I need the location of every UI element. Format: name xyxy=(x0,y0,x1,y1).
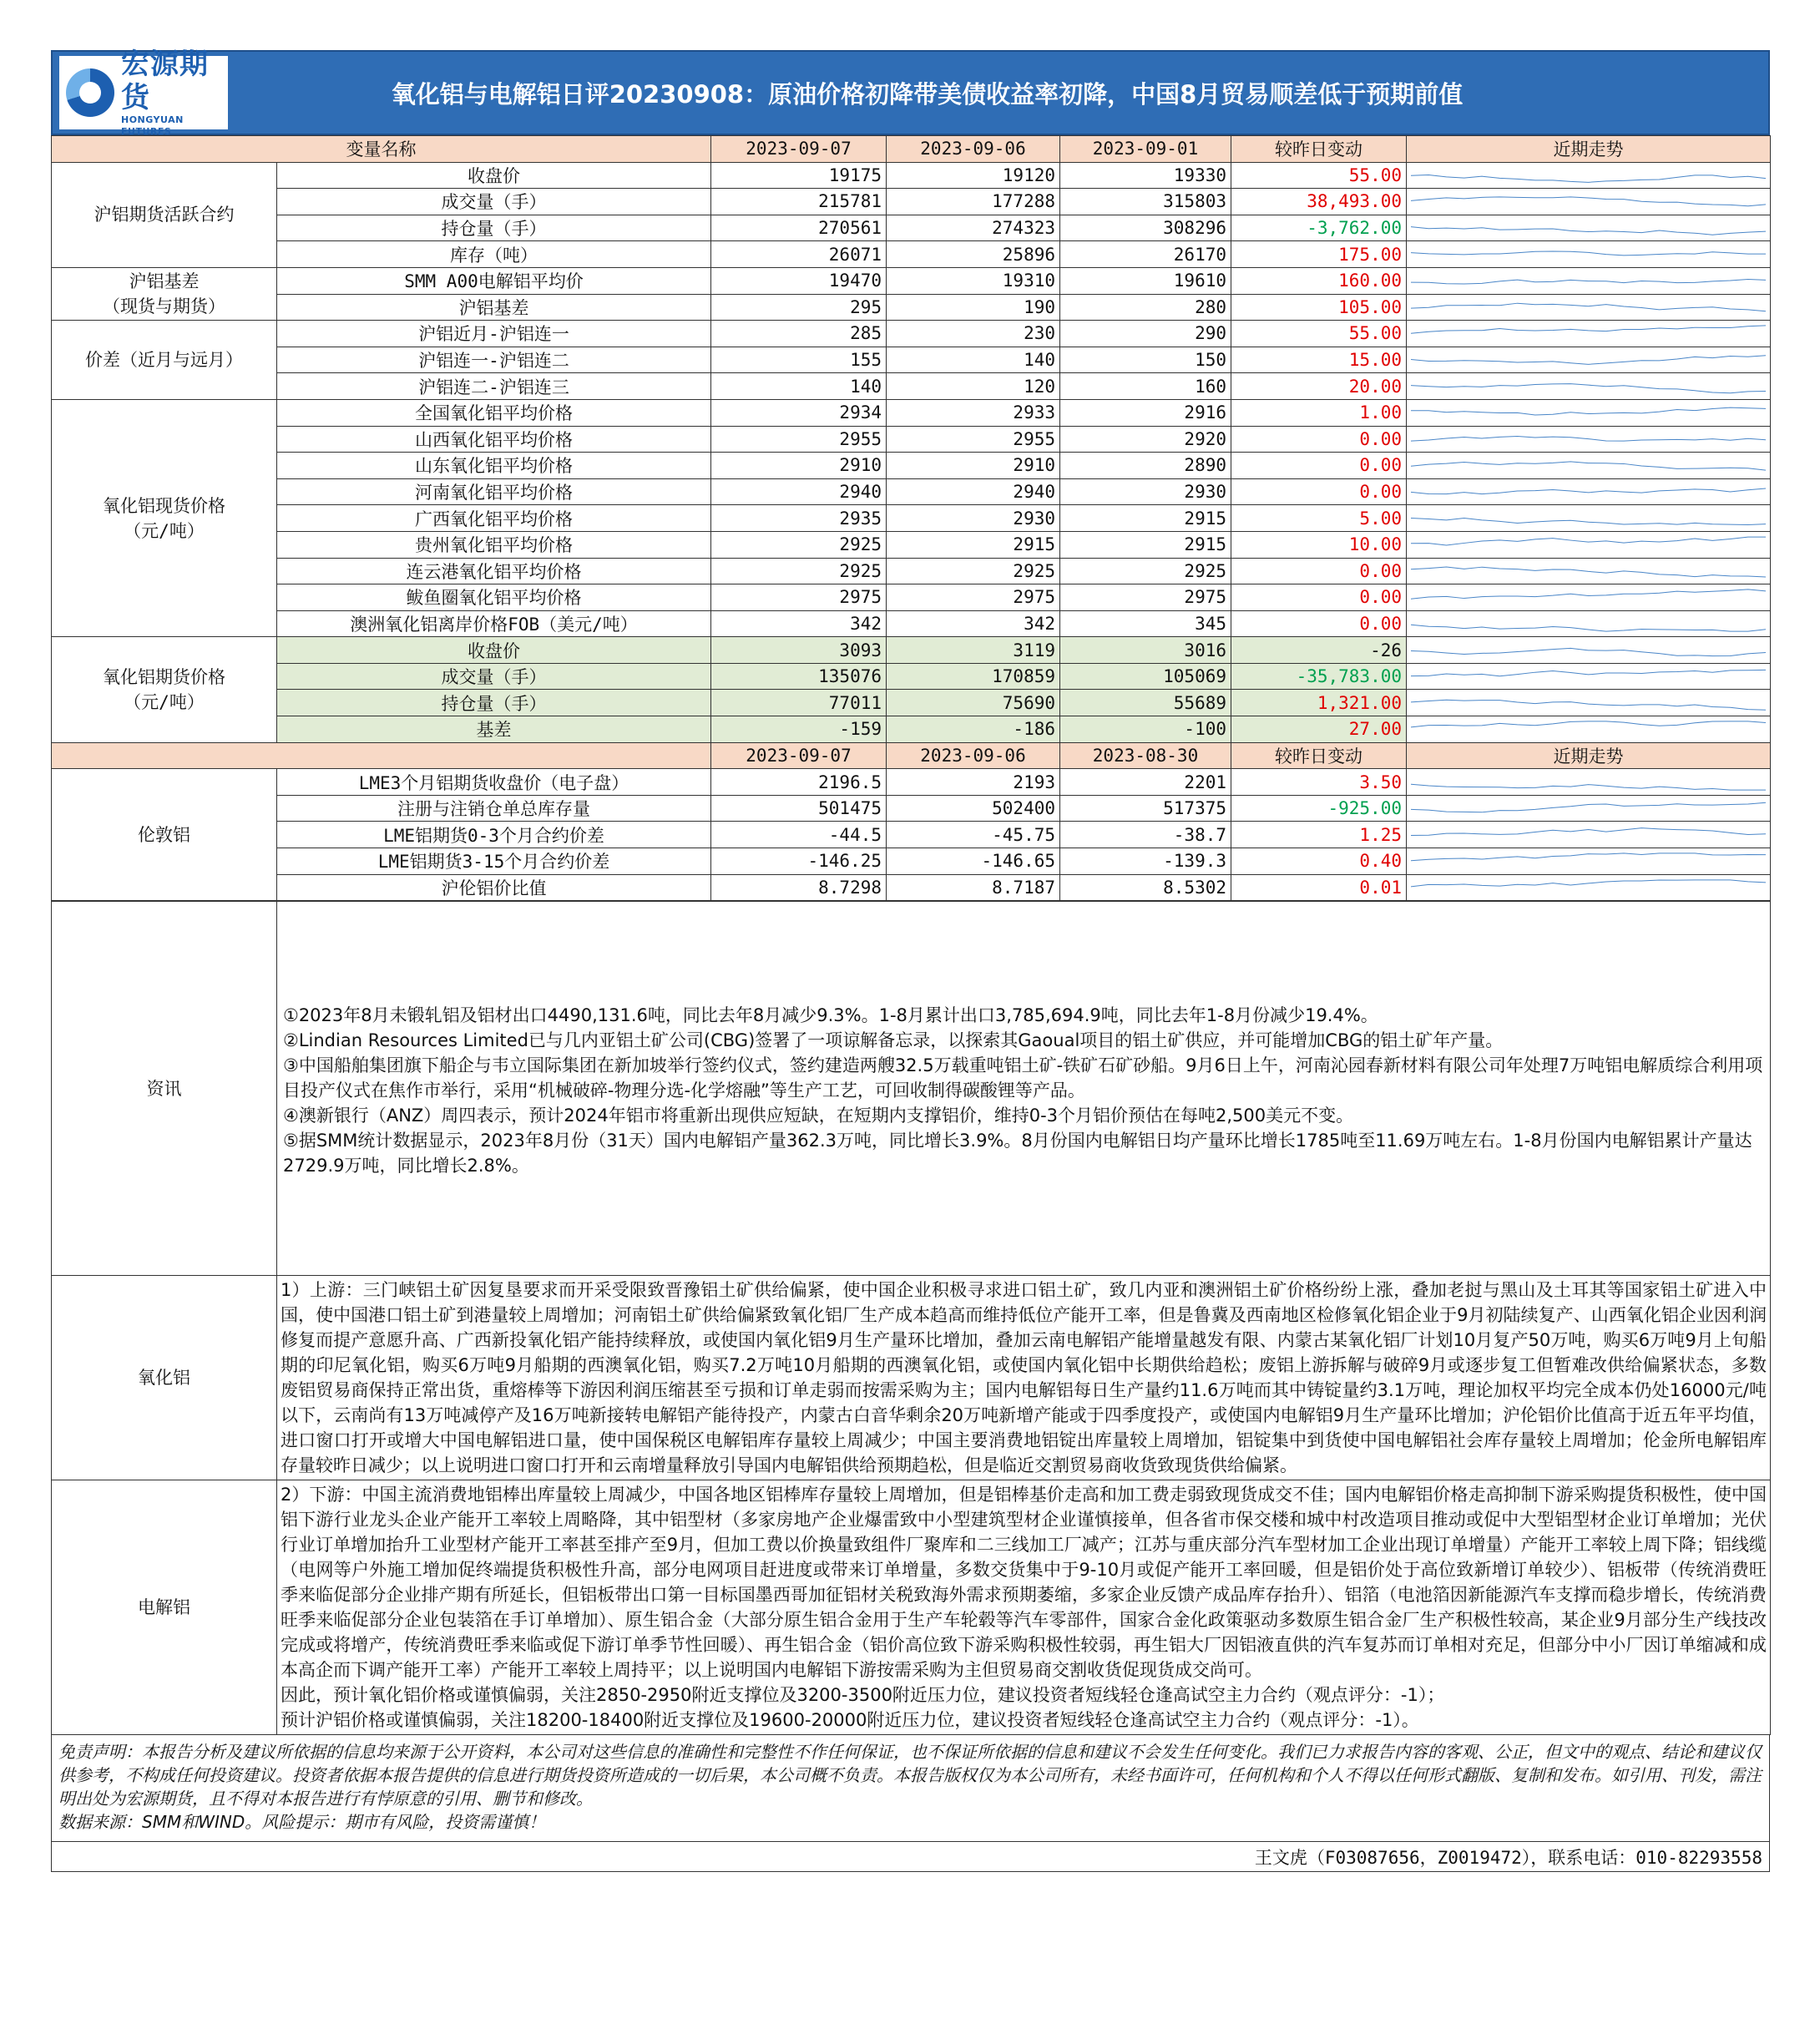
trend-sparkline xyxy=(1411,349,1766,371)
value-date-1: -159 xyxy=(711,716,887,743)
category-cell: 沪铝期货活跃合约 xyxy=(52,162,277,267)
variable-name: LME铝期货0-3个月合约价差 xyxy=(277,822,711,848)
change-value: 20.00 xyxy=(1231,373,1407,400)
table-row xyxy=(52,505,1771,532)
value-date-3: 150 xyxy=(1060,347,1231,373)
change-value: 3.50 xyxy=(1231,769,1407,796)
table-header-row xyxy=(52,742,1771,769)
header-change: 较昨日变动 xyxy=(1231,136,1407,163)
change-value: 10.00 xyxy=(1231,531,1407,558)
value-date-1: 2935 xyxy=(711,505,887,532)
change-value: 0.40 xyxy=(1231,848,1407,875)
table-row xyxy=(52,690,1771,716)
trend-cell xyxy=(1407,215,1771,241)
table-row xyxy=(52,241,1771,268)
sparkline-path xyxy=(1411,721,1766,727)
table-row xyxy=(52,347,1771,373)
value-date-1: -44.5 xyxy=(711,822,887,848)
value-date-2: 502400 xyxy=(887,795,1060,822)
value-date-3: 308296 xyxy=(1060,215,1231,241)
table-row xyxy=(52,874,1771,901)
variable-name: 山西氧化铝平均价格 xyxy=(277,426,711,453)
trend-cell xyxy=(1407,267,1771,294)
table-row xyxy=(52,478,1771,505)
variable-name: LME铝期货3-15个月合约价差 xyxy=(277,848,711,875)
value-date-3: 290 xyxy=(1060,321,1231,347)
trend-sparkline xyxy=(1411,877,1766,898)
trend-sparkline xyxy=(1411,772,1766,793)
value-date-1: -146.25 xyxy=(711,848,887,875)
value-date-1: 26071 xyxy=(711,241,887,268)
value-date-2: 2933 xyxy=(887,399,1060,426)
value-date-2: 2955 xyxy=(887,426,1060,453)
value-date-3: 19330 xyxy=(1060,162,1231,189)
variable-name: 贵州氧化铝平均价格 xyxy=(277,531,711,558)
change-value: 1.00 xyxy=(1231,399,1407,426)
trend-cell xyxy=(1407,478,1771,505)
trend-cell xyxy=(1407,373,1771,400)
report-header xyxy=(51,50,1770,135)
sparkline-path xyxy=(1411,488,1766,494)
value-date-1: 2910 xyxy=(711,453,887,479)
variable-name: 沪铝基差 xyxy=(277,294,711,321)
value-date-1: 140 xyxy=(711,373,887,400)
trend-cell xyxy=(1407,663,1771,690)
trend-cell xyxy=(1407,690,1771,716)
alumina-row xyxy=(52,1276,1771,1480)
category-cell: 沪铝基差 （现货与期货） xyxy=(52,267,277,320)
trend-cell xyxy=(1407,321,1771,347)
table-row xyxy=(52,795,1771,822)
sparkline-path xyxy=(1411,383,1766,392)
trend-cell xyxy=(1407,584,1771,611)
change-value: -26 xyxy=(1231,637,1407,664)
value-date-3: 8.5302 xyxy=(1060,874,1231,901)
trend-cell xyxy=(1407,769,1771,796)
trend-cell xyxy=(1407,874,1771,901)
sparkline-path xyxy=(1411,670,1766,676)
aluminium-row xyxy=(52,1480,1771,1735)
change-value: 0.00 xyxy=(1231,426,1407,453)
value-date-1: 215781 xyxy=(711,189,887,215)
value-date-1: 2940 xyxy=(711,478,887,505)
value-date-2: 2940 xyxy=(887,478,1060,505)
trend-sparkline xyxy=(1411,190,1766,212)
value-date-2: 140 xyxy=(887,347,1060,373)
change-value: 105.00 xyxy=(1231,294,1407,321)
value-date-3: 26170 xyxy=(1060,241,1231,268)
change-value: 0.00 xyxy=(1231,453,1407,479)
value-date-2: 177288 xyxy=(887,189,1060,215)
value-date-2: 19120 xyxy=(887,162,1060,189)
alumina-category: 氧化铝 xyxy=(52,1276,277,1480)
change-value: -35,783.00 xyxy=(1231,663,1407,690)
value-date-1: 8.7298 xyxy=(711,874,887,901)
trend-sparkline xyxy=(1411,586,1766,608)
variable-name: 全国氧化铝平均价格 xyxy=(277,399,711,426)
variable-name: 沪伦铝价比值 xyxy=(277,874,711,901)
value-date-3: 2915 xyxy=(1060,531,1231,558)
variable-name: 持仓量（手） xyxy=(277,215,711,241)
variable-name: 澳洲氧化铝离岸价格FOB（美元/吨） xyxy=(277,610,711,637)
trend-sparkline xyxy=(1411,296,1766,318)
news-row xyxy=(52,902,1771,1276)
logo-cn-text: 宏源期货 xyxy=(121,48,209,114)
trend-sparkline xyxy=(1411,640,1766,661)
change-value: 55.00 xyxy=(1231,162,1407,189)
value-date-3: 3016 xyxy=(1060,637,1231,664)
change-value: -925.00 xyxy=(1231,795,1407,822)
value-date-2: -146.65 xyxy=(887,848,1060,875)
value-date-1: 2925 xyxy=(711,558,887,584)
variable-name: 成交量（手） xyxy=(277,189,711,215)
header-change: 较昨日变动 xyxy=(1231,742,1407,769)
trend-cell xyxy=(1407,505,1771,532)
header-date-2: 2023-09-06 xyxy=(887,136,1060,163)
trend-sparkline xyxy=(1411,692,1766,714)
value-date-1: 155 xyxy=(711,347,887,373)
variable-name: 鲅鱼圈氧化铝平均价格 xyxy=(277,584,711,611)
sparkline-path xyxy=(1411,648,1766,655)
value-date-2: 190 xyxy=(887,294,1060,321)
table-row xyxy=(52,294,1771,321)
analyst-contact: 王文虎（F03087656，Z0019472），联系电话：010-82293558 xyxy=(51,1842,1770,1872)
category-cell: 伦敦铝 xyxy=(52,769,277,901)
value-date-1: 19175 xyxy=(711,162,887,189)
change-value: 0.00 xyxy=(1231,478,1407,505)
aluminium-category: 电解铝 xyxy=(52,1480,277,1735)
value-date-3: -38.7 xyxy=(1060,822,1231,848)
variable-name: 山东氧化铝平均价格 xyxy=(277,453,711,479)
trend-cell xyxy=(1407,399,1771,426)
sparkline-path xyxy=(1411,537,1766,545)
table-header-row xyxy=(52,136,1771,163)
trend-cell xyxy=(1407,162,1771,189)
sparkline-path xyxy=(1411,853,1766,861)
trend-sparkline xyxy=(1411,850,1766,872)
trend-cell xyxy=(1407,241,1771,268)
sparkline-path xyxy=(1411,251,1766,256)
value-date-3: 2201 xyxy=(1060,769,1231,796)
trend-sparkline xyxy=(1411,428,1766,450)
value-date-3: 315803 xyxy=(1060,189,1231,215)
variable-name: 基差 xyxy=(277,716,711,743)
variable-name: 连云港氧化铝平均价格 xyxy=(277,558,711,584)
logo-mark-icon xyxy=(66,68,114,117)
variable-name: 沪铝近月-沪铝连一 xyxy=(277,321,711,347)
disclaimer: 免责声明：本报告分析及建议所依据的信息均来源于公开资料，本公司对这些信息的准确性和完整性不作任何保证，也不保证所依据的信息和建议不会发生任何变化。我们已力求报告内容的客观、公正，但文中的观点、结论和建议仅供参考，不构成任何投资建议。投资者依据本报告提供的信息进行期货投资所造成的一切后果，本公司概不负责。本报告版权仅为本公司所有，未经书面许可，任何机构和个人不得以任何形式翻版、复制和发布。如引用、刊发，需注明出处为宏源期货，且不得对本报告进行有悖原意的引用、删节和修改。 数据来源：SMM和WIND。风险提示：期市有风险，投资需谨慎！ xyxy=(51,1735,1770,1842)
table-row xyxy=(52,769,1771,796)
value-date-2: 8.7187 xyxy=(887,874,1060,901)
change-value: 160.00 xyxy=(1231,267,1407,294)
trend-cell xyxy=(1407,426,1771,453)
header-trend: 近期走势 xyxy=(1407,136,1771,163)
value-date-2: 25896 xyxy=(887,241,1060,268)
trend-cell xyxy=(1407,822,1771,848)
table-row xyxy=(52,663,1771,690)
change-value: 1.25 xyxy=(1231,822,1407,848)
table-row xyxy=(52,637,1771,664)
sparkline-path xyxy=(1411,280,1766,285)
news-content xyxy=(277,902,1771,1276)
variable-name: 沪铝连二-沪铝连三 xyxy=(277,373,711,400)
news-category: 资讯 xyxy=(52,902,277,1276)
value-date-2: 2910 xyxy=(887,453,1060,479)
trend-cell xyxy=(1407,294,1771,321)
table-row xyxy=(52,426,1771,453)
value-date-3: 55689 xyxy=(1060,690,1231,716)
value-date-3: -139.3 xyxy=(1060,848,1231,875)
table-row xyxy=(52,453,1771,479)
table-row xyxy=(52,848,1771,875)
news-item: ⑤据SMM统计数据显示，2023年8月份（31天）国内电解铝产量362.3万吨，同比增长3.9%。8月份国内电解铝日均产量环比增长1785吨至11.69万吨左右。1-8月份国内电解铝累计产量达2729.9万吨，同比增长2.8%。 xyxy=(283,1131,1752,1176)
value-date-3: 2925 xyxy=(1060,558,1231,584)
value-date-2: -186 xyxy=(887,716,1060,743)
sparkline-path xyxy=(1411,356,1766,365)
value-date-2: 2193 xyxy=(887,769,1060,796)
alumina-analysis: 1）上游：三门峡铝土矿因复垦要求而开采受限致晋豫铝土矿供给偏紧，使中国企业积极寻求进口铝土矿，致几内亚和澳洲铝土矿价格纷纷上涨，叠加老挝与黑山及土耳其等国家铝土矿进入中国，使中国港口铝土矿到港量较上周增加；河南铝土矿供给偏紧致氧化铝厂生产成本趋高而维持低位产能开工率，但是鲁冀及西南地区检修氧化铝企业于9月初陆续复产、山西氧化铝企业因利润修复而提产意愿升高、广西新投氧化铝产能持续释放，或使国内氧化铝9月生产量环比增加，叠加云南电解铝产能增量越发有限、内蒙古某氧化铝厂计划10月复产50万吨，购买6万吨9月上旬船期的印尼氧化铝，购买6万吨9月船期的西澳氧化铝，购买7.2万吨10月船期的西澳氧化铝，或使国内氧化铝中长期供给趋松；废铝上游拆解与破碎9月或逐步复工但暂难改供给偏紧状态，多数废铝贸易商保持正常出货，重熔棒等下游因利润压缩甚至亏损和订单走弱而按需采购为主；国内电解铝每日生产量约11.6万吨而其中铸锭量约3.1万吨，理论加权平均完全成本仍处16000元/吨以下，云南尚有13万吨减停产及16万吨新接转电解铝产能待投产，内蒙古白音华剩余20万吨新增产能或于四季度投产，或使国内电解铝9月生产量环比增加；沪伦铝价比值高于近五年平均值，进口窗口打开或增大中国电解铝进口量，使中国保税区电解铝库存量较上周减少；中国主要消费地铝锭出库量较上周增加，铝锭集中到货使中国电解铝社会库存量较上周增加；伦金所电解铝库存量较昨日减少；以上说明进口窗口打开和云南增量释放引导国内电解铝供给预期趋松，但是临近交割贸易商收货致现货供给偏紧。 xyxy=(277,1276,1771,1480)
sparkline-path xyxy=(1411,462,1766,470)
trend-cell xyxy=(1407,558,1771,584)
value-date-3: 345 xyxy=(1060,610,1231,637)
table-row xyxy=(52,162,1771,189)
variable-name: 收盘价 xyxy=(277,162,711,189)
variable-name: 沪铝连一-沪铝连二 xyxy=(277,347,711,373)
sparkline-path xyxy=(1411,784,1766,790)
report-title: 氧化铝与电解铝日评20230908：原油价格初降带美债收益率初降，中国8月贸易顺差低于预期前值 xyxy=(391,79,1464,109)
trend-cell xyxy=(1407,189,1771,215)
value-date-1: 270561 xyxy=(711,215,887,241)
trend-sparkline xyxy=(1411,665,1766,687)
variable-name: 成交量（手） xyxy=(277,663,711,690)
sparkline-path xyxy=(1411,227,1766,235)
value-date-2: 170859 xyxy=(887,663,1060,690)
trend-cell xyxy=(1407,610,1771,637)
value-date-2: 19310 xyxy=(887,267,1060,294)
trend-sparkline xyxy=(1411,534,1766,555)
header-blank xyxy=(52,742,711,769)
alumina-forecast: 因此，预计氧化铝价格或谨慎偏弱，关注2850-2950附近支撑位及3200-3500附近压力位，建议投资者短线轻仓逢高试空主力合约（观点评分：-1）； xyxy=(281,1685,1445,1706)
change-value: 0.00 xyxy=(1231,558,1407,584)
trend-sparkline xyxy=(1411,508,1766,529)
trend-cell xyxy=(1407,848,1771,875)
change-value: 175.00 xyxy=(1231,241,1407,268)
sparkline-path xyxy=(1411,880,1766,887)
trend-sparkline xyxy=(1411,217,1766,239)
report-page xyxy=(51,50,1770,1872)
table-row xyxy=(52,267,1771,294)
change-value: 0.00 xyxy=(1231,584,1407,611)
value-date-2: 2930 xyxy=(887,505,1060,532)
data-table xyxy=(51,135,1771,901)
change-value: -3,762.00 xyxy=(1231,215,1407,241)
table-row xyxy=(52,610,1771,637)
change-value: 27.00 xyxy=(1231,716,1407,743)
variable-name: 广西氧化铝平均价格 xyxy=(277,505,711,532)
trend-cell xyxy=(1407,531,1771,558)
header-date-1: 2023-09-07 xyxy=(711,742,887,769)
value-date-2: 2975 xyxy=(887,584,1060,611)
change-value: 1,321.00 xyxy=(1231,690,1407,716)
sparkline-path xyxy=(1411,407,1766,415)
sparkline-path xyxy=(1411,436,1766,441)
value-date-1: 295 xyxy=(711,294,887,321)
value-date-1: 135076 xyxy=(711,663,887,690)
sparkline-path xyxy=(1411,197,1766,206)
commentary-table xyxy=(51,901,1771,1735)
variable-name: 收盘价 xyxy=(277,637,711,664)
table-row xyxy=(52,215,1771,241)
variable-name: 库存（吨） xyxy=(277,241,711,268)
sparkline-path xyxy=(1411,625,1766,631)
value-date-3: 19610 xyxy=(1060,267,1231,294)
trend-cell xyxy=(1407,347,1771,373)
company-logo xyxy=(59,48,228,137)
table-row xyxy=(52,399,1771,426)
value-date-3: 2915 xyxy=(1060,505,1231,532)
header-trend: 近期走势 xyxy=(1407,742,1771,769)
table-row xyxy=(52,716,1771,743)
table-row xyxy=(52,321,1771,347)
value-date-3: 105069 xyxy=(1060,663,1231,690)
trend-cell xyxy=(1407,637,1771,664)
value-date-1: 2975 xyxy=(711,584,887,611)
table-row xyxy=(52,531,1771,558)
value-date-2: 3119 xyxy=(887,637,1060,664)
trend-sparkline xyxy=(1411,164,1766,186)
value-date-1: 342 xyxy=(711,610,887,637)
variable-name: 河南氧化铝平均价格 xyxy=(277,478,711,505)
value-date-2: 274323 xyxy=(887,215,1060,241)
value-date-3: -100 xyxy=(1060,716,1231,743)
value-date-3: 517375 xyxy=(1060,795,1231,822)
value-date-1: 2955 xyxy=(711,426,887,453)
sparkline-path xyxy=(1411,326,1766,333)
value-date-1: 285 xyxy=(711,321,887,347)
change-value: 55.00 xyxy=(1231,321,1407,347)
aluminium-analysis xyxy=(277,1480,1771,1735)
trend-sparkline xyxy=(1411,481,1766,503)
trend-sparkline xyxy=(1411,824,1766,846)
aluminium-forecast: 预计沪铝价格或谨慎偏弱，关注18200-18400附近支撑位及19600-20000附近压力位，建议投资者短线轻仓逢高试空主力合约（观点评分：-1）。 xyxy=(281,1710,1419,1731)
change-value: 38,493.00 xyxy=(1231,189,1407,215)
value-date-1: 77011 xyxy=(711,690,887,716)
value-date-2: 120 xyxy=(887,373,1060,400)
sparkline-path xyxy=(1411,827,1766,835)
value-date-1: 19470 xyxy=(711,267,887,294)
trend-cell xyxy=(1407,716,1771,743)
change-value: 5.00 xyxy=(1231,505,1407,532)
category-cell: 氧化铝现货价格 （元/吨） xyxy=(52,399,277,636)
value-date-2: 75690 xyxy=(887,690,1060,716)
sparkline-path xyxy=(1411,175,1766,182)
trend-sparkline xyxy=(1411,718,1766,740)
trend-sparkline xyxy=(1411,613,1766,635)
trend-sparkline xyxy=(1411,402,1766,423)
header-date-1: 2023-09-07 xyxy=(711,136,887,163)
header-date-2: 2023-09-06 xyxy=(887,742,1060,769)
header-date-3: 2023-08-30 xyxy=(1060,742,1231,769)
trend-sparkline xyxy=(1411,376,1766,397)
trend-sparkline xyxy=(1411,797,1766,819)
news-item: ①2023年8月未锻轧铝及铝材出口4490,131.6吨，同比去年8月减少9.3%。1-8月累计出口3,785,694.9吨，同比去年1-8月份减少19.4%。 xyxy=(283,1005,1378,1026)
trend-cell xyxy=(1407,453,1771,479)
trend-sparkline xyxy=(1411,270,1766,291)
trend-sparkline xyxy=(1411,560,1766,582)
news-item: ②Lindian Resources Limited已与几内亚铝土矿公司(CBG)签署了一项谅解备忘录，以探索其Gaoual项目的铝土矿供应，并可能增加CBG的铝土矿年产量。 xyxy=(283,1030,1504,1051)
table-row xyxy=(52,373,1771,400)
value-date-1: 501475 xyxy=(711,795,887,822)
change-value: 15.00 xyxy=(1231,347,1407,373)
trend-sparkline xyxy=(1411,244,1766,266)
table-row xyxy=(52,189,1771,215)
value-date-2: 2915 xyxy=(887,531,1060,558)
variable-name: LME3个月铝期货收盘价（电子盘） xyxy=(277,769,711,796)
category-cell: 氧化铝期货价格 （元/吨） xyxy=(52,637,277,742)
value-date-3: 160 xyxy=(1060,373,1231,400)
sparkline-path xyxy=(1411,700,1766,710)
downstream-analysis: 2）下游：中国主流消费地铝棒出库量较上周减少，中国各地区铝棒库存量较上周增加，但是铝棒基价走高和加工费走弱致现货成交不佳；国内电解铝价格走高抑制下游采购提货积极性，使中国铝下游行业龙头企业产能开工率较上周略降，其中铝型材（多家房地产企业爆雷致中小型建筑型材企业谨慎接单，但各省市保交楼和城中村改造项目推动或促中大型铝型材企业订单增加；光伏行业订单增加抬升工业型材产能开工率甚至排产至9月，但加工费以价换量致组件厂聚库和二三线加工厂减产；江苏与重庆部分汽车型材加工企业出现订单增量）产能开工率较上周下降；铝线缆（电网等户外施工增加促终端提货积极性升高，部分电网项目赶进度或带来订单增量，多数交货集中于9-10月或促产能开工率回暖，但是铝价处于高位致新增订单较少）、铝板带（传统消费旺季来临促部分企业排产期有所延长，但铝板带出口第一目标国墨西哥加征铝材关税致海外需求预期萎缩，多家企业反馈产成品库存抬升）、铝箔（电池箔因新能源汽车支撑而稳步增长，传统消费旺季来临促部分企业包装箔在手订单增加）、原生铝合金（大部分原生铝合金用于生产车轮毂等汽车零部件，国家合金化政策驱动多数原生铝合金厂生产积极性较高，某企业9月部分生产线技改完成或将增产，传统消费旺季来临或促下游订单季节性回暖）、再生铝合金（铝价高位致下游采购积极性较弱，再生铝大厂因铝液直供的汽车复苏而订单相对充足，但部分中小厂因订单缩减和成本高企而下调产能开工率）产能开工率较上周持平；以上说明国内电解铝下游按需采购为主但贸易商交割收货促现货成交尚可。 xyxy=(281,1485,1767,1681)
trend-sparkline xyxy=(1411,454,1766,476)
value-date-2: 342 xyxy=(887,610,1060,637)
trend-cell xyxy=(1407,795,1771,822)
value-date-3: 2890 xyxy=(1060,453,1231,479)
variable-name: 注册与注销仓单总库存量 xyxy=(277,795,711,822)
value-date-2: 2925 xyxy=(887,558,1060,584)
category-cell: 价差（近月与远月） xyxy=(52,321,277,400)
value-date-1: 2925 xyxy=(711,531,887,558)
sparkline-path xyxy=(1411,589,1766,599)
value-date-1: 2196.5 xyxy=(711,769,887,796)
table-row xyxy=(52,822,1771,848)
sparkline-path xyxy=(1411,303,1766,311)
logo-en-text: HONGYUAN FUTURES xyxy=(121,114,184,137)
sparkline-path xyxy=(1411,518,1766,524)
news-item: ③中国船舶集团旗下船企与韦立国际集团在新加坡举行签约仪式，签约建造两艘32.5万载重吨铝土矿-铁矿石矿砂船。9月6日上午，河南沁园春新材料有限公司年处理7万吨铝电解质综合利用项目投产仪式在焦作市举行，采用“机械破碎-物理分选-化学熔融”等生产工艺，可回收制得碳酸锂等产品。 xyxy=(283,1055,1763,1101)
variable-name: SMM A00电解铝平均价 xyxy=(277,267,711,294)
value-date-3: 2930 xyxy=(1060,478,1231,505)
change-value: 0.01 xyxy=(1231,874,1407,901)
header-date-3: 2023-09-01 xyxy=(1060,136,1231,163)
value-date-1: 3093 xyxy=(711,637,887,664)
value-date-3: 2916 xyxy=(1060,399,1231,426)
sparkline-path xyxy=(1411,567,1766,577)
news-item: ④澳新银行（ANZ）周四表示，预计2024年铝市将重新出现供应短缺，在短期内支撑铝价，维持0-3个月铝价预估在每吨2,500美元不变。 xyxy=(283,1106,1354,1126)
value-date-3: 2975 xyxy=(1060,584,1231,611)
table-row xyxy=(52,558,1771,584)
variable-name: 持仓量（手） xyxy=(277,690,711,716)
change-value: 0.00 xyxy=(1231,610,1407,637)
value-date-1: 2934 xyxy=(711,399,887,426)
trend-sparkline xyxy=(1411,322,1766,344)
value-date-3: 2920 xyxy=(1060,426,1231,453)
sparkline-path xyxy=(1411,802,1766,812)
table-row xyxy=(52,584,1771,611)
value-date-2: 230 xyxy=(887,321,1060,347)
value-date-3: 280 xyxy=(1060,294,1231,321)
value-date-2: -45.75 xyxy=(887,822,1060,848)
header-var-name: 变量名称 xyxy=(52,136,711,163)
